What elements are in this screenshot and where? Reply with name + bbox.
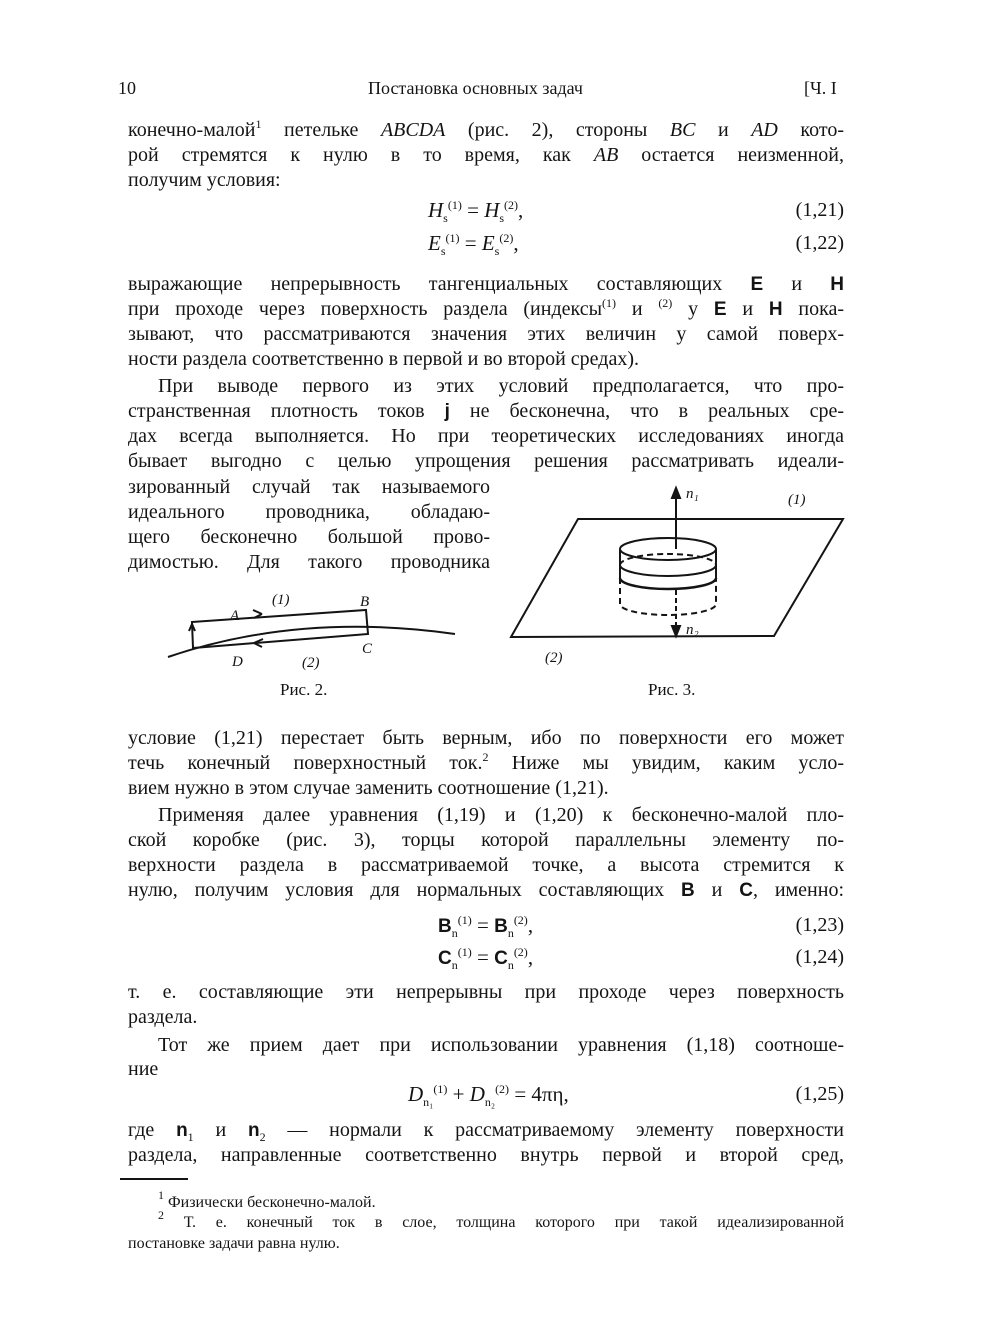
- index-sub: n₁: [423, 1095, 434, 1109]
- text-run: получим условия:: [128, 169, 281, 191]
- text-run: где: [128, 1119, 177, 1141]
- text-run: странственная плотность токов: [128, 400, 445, 422]
- text-run: и: [694, 879, 740, 901]
- label-c: C: [362, 641, 373, 657]
- text-run: и: [763, 273, 831, 295]
- text-run: и: [695, 119, 752, 141]
- label-n1: n₁: [686, 486, 699, 502]
- text-run: димостью. Для такого проводника: [128, 551, 490, 573]
- text-run: при проходе через поверхность раздела (индексы: [128, 298, 603, 320]
- text-line: [158, 1032, 844, 1058]
- index-sup: (1): [445, 231, 460, 245]
- text-run: и: [193, 1119, 248, 1141]
- text-line: [128, 775, 844, 801]
- label-a: A: [230, 608, 240, 624]
- index-sub: n: [507, 958, 514, 972]
- text-run: — нормали к рассматриваемому элементу поверхности: [265, 1119, 845, 1141]
- text-line: [128, 1117, 844, 1143]
- text-run: Тот же прием дает при использовании уравнения (1,18) соотноше-: [158, 1034, 844, 1056]
- text-run: Применяя далее уравнения (1,19) и (1,20) к бесконечно-малой пло-: [158, 804, 844, 826]
- text-run: и: [726, 298, 769, 320]
- symbol-b: B: [494, 916, 508, 937]
- text-run: постановке задачи равна нулю.: [128, 1235, 340, 1252]
- symbol-i: D: [469, 1082, 485, 1106]
- symbol-b: E: [750, 274, 764, 295]
- text-line: [128, 725, 844, 751]
- symbol-b: C: [494, 948, 508, 969]
- index-sup: (2): [499, 231, 514, 245]
- symbol-i: E: [481, 231, 495, 255]
- index-sub: n: [451, 926, 458, 940]
- box-plane-edge: [620, 578, 716, 589]
- text-run: Ниже мы увидим, каким усло-: [488, 752, 844, 774]
- text-line: [128, 750, 844, 776]
- text-run: =: [459, 231, 482, 255]
- index-sup: 1: [158, 1188, 164, 1202]
- index-sub: n: [451, 958, 458, 972]
- chapter-marker: [Ч. I: [804, 78, 837, 98]
- index-sup: (1): [433, 1082, 448, 1096]
- symbol-b: n: [176, 1120, 188, 1141]
- symbol-i: H: [484, 198, 500, 222]
- symbol-i: H: [428, 198, 444, 222]
- footnote-2-cont: [128, 1234, 844, 1254]
- index-sub: n: [507, 926, 514, 940]
- text-run: раздела, направленные соответственно внутрь первой и второй сред,: [128, 1144, 844, 1166]
- equation-1-25: [408, 1079, 668, 1109]
- text-run: не бесконечна, что в реальных сре-: [449, 400, 844, 422]
- arrow-down-icon: [672, 626, 680, 636]
- index-sup: (2): [504, 198, 519, 212]
- index-sub: n₂: [484, 1095, 496, 1109]
- text-run: нулю, получим условия для нормальных составляющих: [128, 879, 682, 901]
- text-line: [128, 1142, 844, 1168]
- text-run: ,: [527, 945, 534, 969]
- box-lower-dashed: [620, 578, 716, 615]
- footnote-1: [158, 1188, 844, 1213]
- text-run: При выводе первого из этих условий предполагается, что про-: [158, 375, 844, 397]
- text-run: зывают, что рассматриваются значения этих величин у самой поверх-: [128, 323, 844, 345]
- label-medium-1: (1): [272, 592, 290, 608]
- text-run: ности раздела соответственно в первой и во второй средах).: [128, 348, 639, 370]
- equation-number: (1,24): [795, 946, 844, 968]
- index-sup: (1): [447, 198, 462, 212]
- index-sub: s: [499, 211, 505, 225]
- symbol-i: AD: [751, 119, 778, 141]
- text-run: и: [616, 298, 659, 320]
- text-run: Т. е. конечный ток в слое, толщина которого при такой идеализированной: [164, 1214, 844, 1231]
- text-run: Физически бесконечно-малой.: [164, 1194, 376, 1211]
- index-sub: s: [494, 244, 500, 258]
- text-run: +: [447, 1082, 470, 1106]
- text-run: дах всегда выполняется. Но при теоретических исследованиях иногда: [128, 425, 844, 447]
- symbol-i: D: [408, 1082, 424, 1106]
- label-medium-2: (2): [302, 655, 320, 671]
- text-run: вием нужно в этом случае заменить соотношение (1,21).: [128, 777, 609, 799]
- text-run: (рис. 2), стороны: [445, 119, 670, 141]
- equation-1-24: [438, 942, 698, 972]
- text-run: конечно-малой: [128, 119, 256, 141]
- text-run: у: [672, 298, 714, 320]
- index-sub: 2: [259, 1130, 266, 1144]
- text-run: зированный случай так называемого: [128, 476, 490, 498]
- text-run: ,: [518, 198, 524, 222]
- text-run: ние: [128, 1058, 159, 1080]
- figure-2-caption: Рис. 2.: [280, 680, 328, 699]
- text-line: [128, 827, 844, 853]
- text-run: ,: [513, 231, 519, 255]
- figure-3: [511, 486, 843, 666]
- arrow-up-icon: [672, 488, 680, 498]
- label-medium-2: (2): [545, 650, 563, 666]
- equation-number: (1,21): [795, 199, 844, 221]
- index-sup: (2): [658, 296, 673, 310]
- text-run: =: [471, 913, 495, 937]
- figure-3-caption: Рис. 3.: [648, 680, 696, 699]
- index-sub: s: [443, 211, 448, 225]
- text-line: [128, 852, 844, 878]
- text-run: ,: [527, 913, 534, 937]
- symbol-i: BC: [669, 119, 696, 141]
- symbol-b: B: [438, 916, 452, 937]
- symbol-b: E: [713, 299, 727, 320]
- running-title: Постановка основных задач: [368, 78, 583, 98]
- text-run: рой стремятся к нулю в то время, как: [128, 144, 594, 166]
- text-run: =: [461, 198, 485, 222]
- symbol-i: E: [428, 231, 441, 255]
- symbol-b: C: [438, 948, 452, 969]
- text-run: бывает выгодно с целью упрощения решения рассматривать идеали-: [128, 450, 844, 472]
- text-run: течь конечный поверхностный ток.: [128, 752, 483, 774]
- footnote-2: [158, 1208, 844, 1233]
- label-b: B: [360, 594, 370, 610]
- symbol-b: j: [444, 401, 450, 422]
- symbol-b: n: [247, 1120, 260, 1141]
- index-sup: 2: [158, 1208, 164, 1222]
- text-run: выражающие непрерывность тангенциальных составляющих: [128, 273, 751, 295]
- index-sub: 1: [187, 1130, 194, 1144]
- text-run: пока-: [782, 298, 845, 320]
- text-run: идеального проводника, обладаю-: [128, 501, 490, 523]
- text-run: кото-: [777, 119, 844, 141]
- symbol-b: H: [830, 274, 844, 295]
- text-run: петельке: [261, 119, 381, 141]
- box-middle-front: [620, 565, 716, 576]
- text-line: [128, 979, 844, 1005]
- index-sup: (2): [513, 913, 528, 927]
- index-sup: (2): [495, 1082, 510, 1096]
- symbol-b: B: [681, 880, 695, 901]
- index-sup: (1): [457, 945, 472, 959]
- index-sup: 1: [255, 117, 262, 131]
- symbol-b: H: [768, 299, 783, 320]
- text-run: ской коробке (рис. 3), торцы которой параллельны элементу по-: [128, 829, 844, 851]
- text-run: остается неизменной,: [618, 144, 844, 166]
- equation-number: (1,22): [795, 232, 844, 254]
- text-line: [128, 877, 844, 903]
- text-run: щего бесконечно большой прово-: [128, 526, 490, 548]
- symbol-b: C: [739, 880, 753, 901]
- equation-number: (1,25): [795, 1083, 844, 1105]
- interface-curve: [168, 627, 455, 657]
- index-sub: s: [440, 244, 446, 258]
- index-sup: (2): [513, 945, 528, 959]
- text-run: , именно:: [752, 879, 845, 901]
- text-run: верхности раздела в рассматриваемой точке, а высота стремится к: [128, 854, 844, 876]
- equation-1-23: [438, 910, 698, 940]
- footnote-rule: [120, 1178, 188, 1180]
- text-run: условие (1,21) перестает быть верным, ибо по поверхности его может: [128, 727, 844, 749]
- text-run: =: [471, 945, 495, 969]
- text-run: = 4πη,: [509, 1082, 569, 1106]
- page-number: 10: [118, 78, 136, 98]
- index-sup: (1): [602, 296, 617, 310]
- text-run: т. е. составляющие эти непрерывны при проходе через поверхность: [128, 981, 844, 1003]
- label-d: D: [232, 654, 243, 670]
- index-sup: (1): [457, 913, 472, 927]
- text-run: раздела.: [128, 1006, 198, 1028]
- label-medium-1: (1): [788, 492, 806, 508]
- text-line: [128, 1004, 844, 1030]
- text-line: [158, 802, 844, 828]
- figure-2: [168, 592, 455, 671]
- symbol-i: AB: [593, 144, 619, 166]
- symbol-i: ABCDA: [380, 119, 446, 141]
- equation-number: (1,23): [795, 914, 844, 936]
- label-n2: n₂: [686, 622, 699, 638]
- index-sup: 2: [482, 750, 489, 764]
